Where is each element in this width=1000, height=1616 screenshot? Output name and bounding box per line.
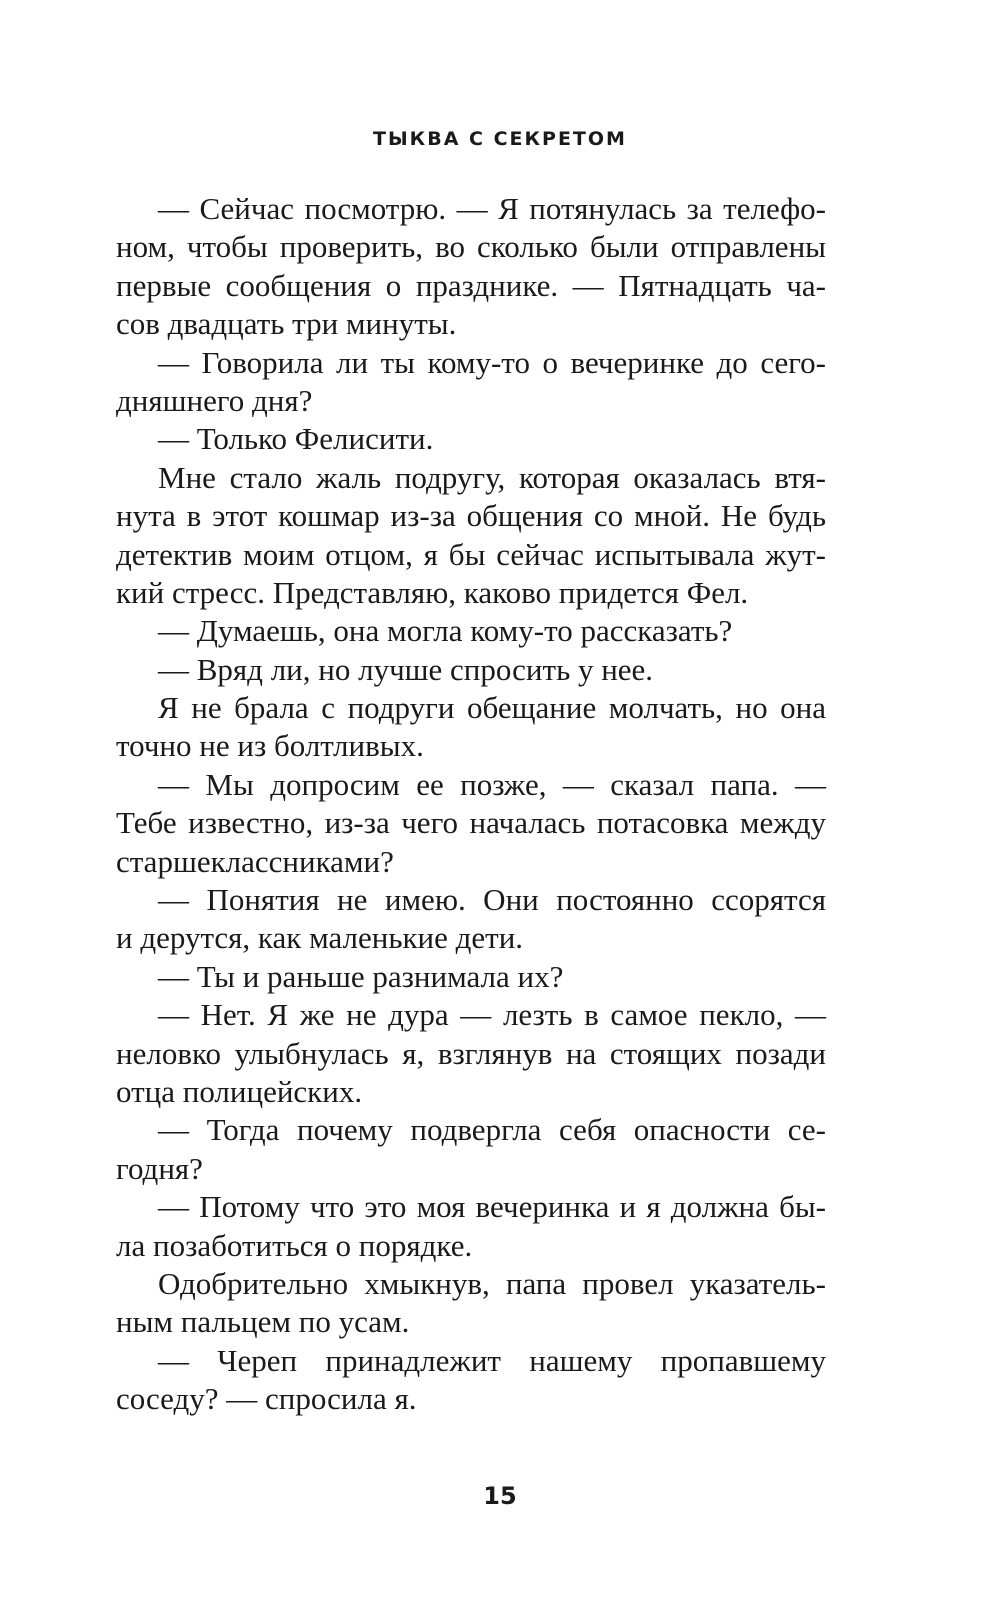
text-line: ном, чтобы проверить, во сколько были отправлены [116, 229, 826, 265]
text-line: — Сейчас посмотрю. — Я потянулась за телефо- [158, 191, 826, 226]
text-line: и дерутся, как маленькие дети. [116, 920, 524, 956]
text-line: — Ты и раньше разнимала их? [158, 958, 564, 994]
text-line: отца полицейских. [116, 1073, 363, 1109]
text-line: ным пальцем по усам. [116, 1304, 410, 1340]
text-line: — Тогда почему подвергла себя опасности се- [158, 1112, 826, 1148]
text-line: соседу? — спросила я. [116, 1381, 417, 1417]
text-line: Мне стало жаль подругу, которая оказалась втя- [158, 459, 826, 495]
text-line: кий стресс. Представляю, каково придется Фел. [116, 574, 749, 610]
page-number: 15 [483, 1482, 517, 1510]
text-line: Одобрительно хмыкнув, папа провел указатель- [158, 1265, 826, 1301]
body-text [116, 190, 826, 1419]
text-line: — Потому что это моя вечеринка и я должна бы- [158, 1189, 826, 1225]
text-line: — Понятия не имею. Они постоянно ссорятся [158, 882, 826, 918]
text-line: первые сообщения о празднике. — Пятнадцать ча- [116, 267, 826, 303]
text-line: — Только Фелисити. [158, 421, 434, 457]
text-line: — Нет. Я же не дура — лезть в самое пекло, — [158, 997, 826, 1033]
text-line: — Говорила ли ты кому-то о вечеринке до сего- [158, 344, 826, 380]
text-line: старшеклассниками? [116, 843, 394, 879]
running-head: ТЫКВА С СЕКРЕТОМ [373, 128, 627, 150]
text-line: точно не из болтливых. [116, 728, 424, 764]
text-line: — Череп принадлежит нашему пропавшему [158, 1342, 826, 1378]
text-line: Тебе известно, из-за чего началась потасовка между [116, 805, 826, 841]
text-line: — Мы допросим ее позже, — сказал папа. — [158, 766, 826, 802]
text-line: сов двадцать три минуты. [116, 306, 457, 342]
text-line: дняшнего дня? [116, 382, 313, 418]
text-line: годня? [116, 1150, 203, 1186]
text-line: — Думаешь, она могла кому-то рассказать? [158, 613, 733, 649]
text-line: — Вряд ли, но лучше спросить у нее. [158, 651, 654, 687]
text-line: Я не брала с подруги обещание молчать, но она [158, 690, 826, 726]
text-line: неловко улыбнулась я, взглянув на стоящих позади [116, 1035, 826, 1071]
text-line: ла позаботиться о порядке. [116, 1227, 473, 1263]
text-line: нута в этот кошмар из-за общения со мной. Не будь [116, 498, 826, 534]
text-line: детектив моим отцом, я бы сейчас испытывала жут- [116, 536, 826, 572]
